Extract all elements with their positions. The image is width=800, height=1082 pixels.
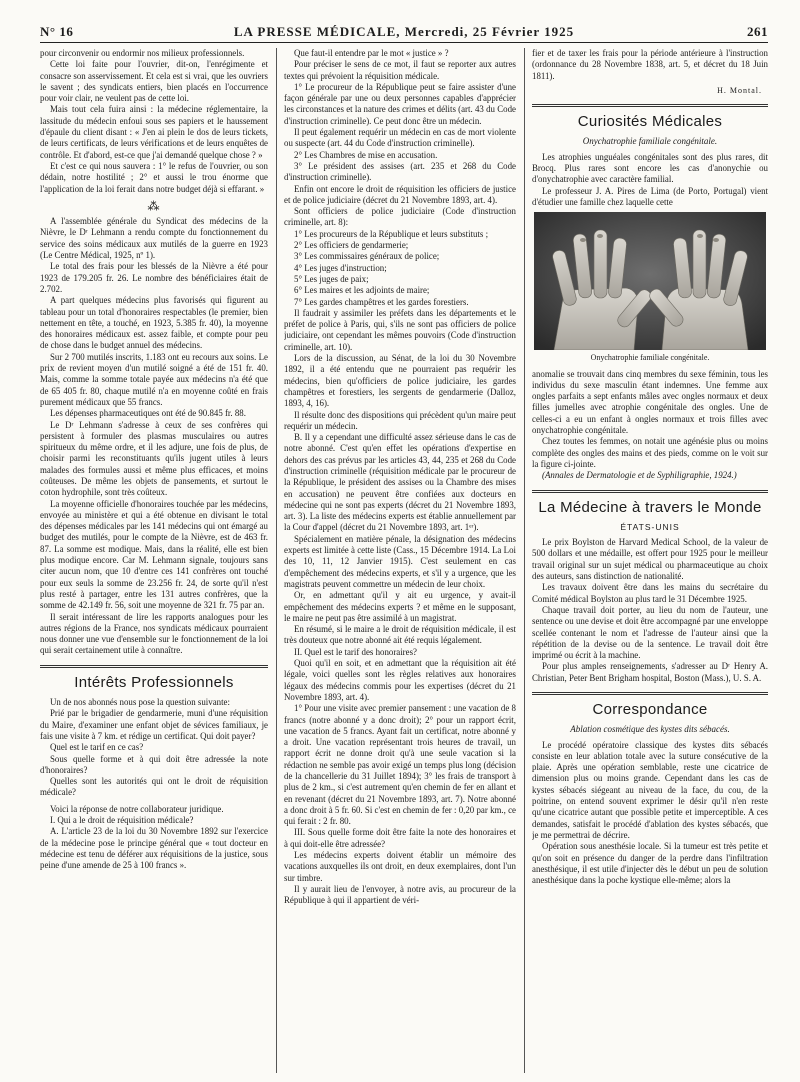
paragraph: fier et de taxer les frais pour la période antérieure à l'instruction (ordonnance du 28 Novembre 1838, art. 5, et décret du 18 Juin 1811). [532, 48, 768, 81]
paragraph: 1° Pour une visite avec premier pansement : une vacation de 8 francs (notre abonné y a donc droit); 2° pour un rapport écrit, une vacation de 5 francs. Ayant fait un certificat, notre abonné y a droit. Une vacation représentant trois heures de travail, un rapport écrit ne donne droit qu'à une seule vacation si la rédaction ne semble pas avoir exigé un temps plus long (décision de la chancellerie du 31 Juillet 1894); 3° les frais de transport à plus de 2 km., si c'est autrement qu'en chemin de fer en allant et en revenant (décret du 21 Novembre 1893, art. 7). Notre abonné a donc droit à 5 fr. 60. Si c'est en chemin de fer : 0,20 par km., ce qui ferait : 2 fr. 80. [284, 703, 516, 827]
paragraph: Le total des frais pour les blessés de la Nièvre a été pour 1923 de 179.205 fr. 26. Le nombre des bénéficiaires était de 2.702. [40, 261, 268, 294]
paragraph: Il y aurait lieu de l'envoyer, à notre avis, au procureur de la République à qui il appartient de véri- [284, 883, 516, 906]
paragraph: 3° Le président des assises (art. 235 et 268 du Code d'instruction criminelle). [284, 160, 516, 183]
page-number: 261 [747, 24, 768, 39]
paragraph: Les atrophies unguéales congénitales sont des plus rares, dit Brocq. Plus rares sont encore les cas d'anonychie ou d'onychatrophie avec caractère familial. [532, 151, 768, 185]
paragraph: Enfin ont encore le droit de réquisition les officiers de justice et de police judiciaire (décret du 21 Novembre 1893, art. 4). [284, 183, 516, 205]
paragraph: 7° Les gardes champêtres et les gardes forestiers. [294, 296, 469, 307]
paragraph: 2° Les Chambres de mise en accusation. [294, 149, 438, 160]
section-subtitle: Onychatrophie familiale congénitale. [582, 136, 718, 147]
journal-title: LA PRESSE MÉDICALE, Mercredi, 25 Février 1925 [233, 24, 575, 39]
paragraph: Or, en admettant qu'il y ait eu urgence, y avait-il empêchement des médecins experts ? et même en le supposant, le maire ne peut pas être assimilé à un magistrat. [284, 590, 516, 623]
section-separator: ⁂ [147, 198, 161, 213]
paragraph: Un de nos abonnés nous pose la question suivante: [50, 697, 230, 708]
paragraph: Sous quelle forme et à qui doit être adressée la note d'honoraires? [40, 753, 268, 775]
paragraph: Il faudrait y assimiler les préfets dans les départements et le préfet de police à Paris, qui, s'ils ne sont pas officiers de police judiciaire, ont cependant les mêmes pouvoirs (Code d'instruction criminelle, art. 10). [284, 307, 516, 352]
paragraph: Mais tout cela fuira ainsi : la médecine réglementaire, la lassitude du médecin enfoui sous ses papiers et le haussement d'épaule du client disant : « J'en ai plein le dos de leurs tickets, de leurs certificats, de leurs vérifications et de leurs enquêtes de contrôle. Et d'abord, est-ce que j'ai demandé quelque chose ? » [40, 104, 268, 160]
paragraph: A. L'article 23 de la loi du 30 Novembre 1892 sur l'exercice de la médecine pose le principe général que « tout docteur en médecine est tenu de déférer aux réquisitions de la justice, sous peine d'une amende de 25 à 100 francs ». [40, 826, 268, 871]
paragraph: Opération sous anesthésie locale. Si la tumeur est très petite et qu'on soit en présence du danger de la perdre dans l'infiltration anesthésique, il est utile d'injecter dès le début un peu de solution anesthésique dans la poche kystique elle-même; alors la [532, 841, 768, 886]
paragraph: Le professeur J. A. Pires de Lima (de Porto, Portugal) vient d'étudier une famille chez laquelle cette [532, 185, 768, 207]
paragraph: Que faut-il entendre par le mot « justice » ? [294, 48, 449, 58]
paragraph: Pour préciser le sens de ce mot, il faut se reporter aux autres textes qui prévoient la réquisition médicale. [284, 59, 516, 81]
paragraph: La moyenne officielle d'honoraires touchée par les médecins, envoyée au ministère et qui a été obtenue en divisant le total des dépenses médicales par les 141 médecins qui ont émargé au budget des mutilés, pour le compte de la Nièvre, est de 463 fr. 87. La somme est modique. Mais, dans la réalité, elle est bien plus modique encore. Car M. Lehmann signale, toujours sans citer aucun nom, que 10 d'entre ces 141 confrères ont touché pour eux seuls la somme de 23.256 fr. 24, de sorte qu'il n'est plus resté à partager, entre les 131 autres confrères, que la somme de 42.149 fr. 56, soit une moyenne de 321 fr. 75 par an. [40, 498, 268, 611]
column-divider [276, 48, 277, 1073]
paragraph: A l'assemblée générale du Syndicat des médecins de la Nièvre, le Dʳ Lehmann a rendu compte du fonctionnement du service des soins médicaux aux mutilés de la guerre en 1923 (Le Centre Médical, 1925, nº 1). [40, 216, 268, 261]
issue-number: N° 16 [40, 24, 74, 39]
section-rule [532, 490, 768, 493]
paragraph: 4° Les juges d'instruction; [294, 262, 387, 273]
country-heading: ÉTATS-UNIS [620, 521, 680, 532]
paragraph: Chaque travail doit porter, au lieu du nom de l'auteur, une sentence ou une devise et doit être accompagné par une enveloppe scellée contenant le nom et l'adresse de l'auteur ainsi que la répétition de la devise ou de la sentence. Le travail doit être imprimé ou écrit à la machine. [532, 604, 768, 661]
paragraph: Sont officiers de police judiciaire (Code d'instruction criminelle, art. 8): [284, 206, 516, 228]
citation: (Annales de Dermatologie et de Syphiligraphie, 1924.) [542, 470, 737, 481]
paragraph: 6° Les maires et les adjoints de maire; [294, 285, 430, 296]
section-rule [532, 692, 768, 695]
paragraph: En résumé, si le maire a le droit de réquisition médicale, il est très douteux que notre abonné ait été requis légalement. [284, 624, 516, 646]
paragraph: Et c'est ce qui nous sauvera : 1° le refus de l'ouvrier, ou son dédain, notre hostilité ; 2° et aussi le trou énorme que l'application de la loi ferait dans notre budget déjà si effarant. » [40, 160, 268, 194]
hands-photograph [534, 212, 766, 350]
paragraph: Prié par le brigadier de gendarmerie, muni d'une réquisition du Maire, d'examiner une enfant objet de sévices familiaux, je fais une visite à 7 km. et rédige un certificat. Qui doit payer? [40, 708, 268, 741]
paragraph: 1° Les procureurs de la République et leurs substituts ; [294, 228, 489, 239]
paragraph: Pour plus amples renseignements, s'adresser au Dʳ Henry A. Christian, Peter Bent Brigham hospital, Boston (Mass.), U. S. A. [532, 661, 768, 683]
paragraph: Sur 2 700 mutilés inscrits, 1.183 ont eu recours aux soins. Le prix de revient moyen d'un mutilé soigné a été de 151 fr. 40. Mais, comme la somme totale payée aux médecins n'a été que de 65 405 fr. 80, chaque mutilé n'a en moyenne coûté en frais purement médicaux que 55 francs. [40, 351, 268, 407]
paragraph: I. Qui a le droit de réquisition médicale? [50, 815, 194, 825]
paragraph: Chez toutes les femmes, on notait une agénésie plus ou moins complète des ongles des mains et des pieds, comme on le voit sur la figure ci-jointe. [532, 436, 768, 469]
section-title-interets: Intérêts Professionnels [74, 673, 234, 691]
section-title-curiosites: Curiosités Médicales [577, 113, 723, 131]
paragraph: Lors de la discussion, au Sénat, de la loi du 30 Novembre 1892, il a été entendu que ne pourraient pas requérir les médecins, bien qu'officiers de police judiciaire, les gardes champêtres et forestiers, les sergents de gendarmerie (Dalloz, 1893, 4, 16). [284, 353, 516, 409]
paragraph: Les médecins experts doivent établir un mémoire des vacations auxquelles ils ont droit, en deux exemplaires, dont l'un sur timbre. [284, 850, 516, 883]
paragraph: II. Quel est le tarif des honoraires? [294, 646, 417, 657]
paragraph: Quel est le tarif en ce cas? [50, 742, 144, 753]
paragraph: Quelles sont les autorités qui ont le droit de réquisition médicale? [40, 776, 268, 798]
column-left [40, 48, 268, 1078]
paragraph: anomalie se trouvait dans cinq membres du sexe féminin, tous les individus du sexe masculin étant indemnes. Une femme aux ongles parfaits a sept enfants mâles avec ongles normaux et deux filles jumelles avec atrophie congénitale des ongles. Une de celles-ci a eu un enfant à ongles normaux et trois filles avec onychatrophie congénitale. [532, 368, 768, 436]
section-rule [40, 665, 268, 668]
column-right [532, 48, 768, 1078]
author-signature: H. Montal. [717, 85, 762, 95]
paragraph: Il serait intéressant de lire les rapports analogues pour les autres régions de la France, nos syndicats médicaux pourraient nous donner une vue d'ensemble sur le fonctionnement de la loi qui serait certainement utile à connaître. [40, 611, 268, 656]
section-title-correspondance: Correspondance [592, 700, 708, 718]
paragraph: 2° Les officiers de gendarmerie; [294, 240, 409, 251]
paragraph: Cette loi faite pour l'ouvrier, dit-on, l'enrégimente et consacre son asservissement. Et cela est si vrai, que les ouvriers le savent ; des syndicats entiers, bien placés en l'occurrence pour voir clair, ne veulent pas de cette loi. [40, 59, 268, 104]
paragraph: 5° Les juges de paix; [294, 273, 369, 284]
paragraph: pour circonvenir ou endormir nos milieux professionnels. [40, 48, 245, 58]
paragraph: Les travaux doivent être dans les mains du secrétaire du Comité médical Boylston au plus tard le 31 Décembre 1925. [532, 582, 768, 604]
paragraph: Quoi qu'il en soit, et en admettant que la réquisition ait été légale, voici quelles sont les règles relatives aux honoraires légaux des médecins commis pour les expertises (décret du 21 Novembre 1893, art. 4). [284, 658, 516, 702]
section-rule [532, 104, 768, 107]
section-title-medecine-monde: La Médecine à travers le Monde [538, 498, 762, 516]
paragraph: Il résulte donc des dispositions qui précèdent qu'un maire peut requérir un médecin. [284, 409, 516, 431]
paragraph: III. Sous quelle forme doit être faite la note des honoraires et à qui doit-elle être adressée? [284, 827, 516, 849]
paragraph: Le procédé opératoire classique des kystes dits sébacés consiste en leur ablation totale avec la suture consécutive de la plaie. Après une opération semblable, reste une cicatrice de dimension plus ou moins grande. Cependant dans les cas de kystes sébacés siégeant au niveau de la face, du cou, de la poitrine, on entend souvent exprimer le désir qu'il n'en reste qu'une cicatrice autant que possible petite et imperceptible. A ces demandes, satisfait le procédé d'ablation des kystes sébacés, que je me permettrai de décrire. [532, 739, 768, 840]
paragraph: Il peut également requérir un médecin en cas de mort violente ou suspecte (art. 44 du Code d'instruction criminelle). [284, 127, 516, 149]
paragraph: Spécialement en matière pénale, la désignation des médecins experts est limitée à cette liste (Cass., 15 Décembre 1914. La Loi des 10, 11, 12 Janvier 1915). C'est seulement en cas d'empêchement des médecins experts, et s'il y a urgence, que les magistrats peuvent commettre un médecin de leur choix. [284, 533, 516, 589]
paragraph: B. Il y a cependant une difficulté assez sérieuse dans le cas de notre abonné. C'est qu'en effet les opérations d'expertise en dehors des cas prévus par les articles 43, 44, 235 et 268 du Code d'instruction criminelle (réquisition médicale par le procureur de la République, le président des assises ou la Chambre des mises en accusation) ne peuvent être confiées aux docteurs en médecine qui ne sont pas experts (décret du 21 Novembre 1893, art. 3). La liste des médecins experts est établie annuellement par la Cour d'appel (décret du 21 Novembre 1893, art. 1ᵉʳ). [284, 432, 516, 533]
paragraph: Le Dʳ Lehmann s'adresse à ceux de ses confrères qui persistent à formuler des plasmas musculaires ou autres spiritueux du même ordre, et il les adjure, une fois de plus, de choisir parmi les reconstituants qu'ils jugent utiles à leurs malades des formules aussi et même plus efficaces, et moins coûteuses. De même les objets de pansements, et surtout le coton hydrophile, sont très coûteux. [40, 419, 268, 498]
page-header [40, 20, 768, 43]
figure-caption: Onychatrophie familiale congénitale. [590, 353, 710, 363]
column-middle [284, 48, 516, 1078]
paragraph: 1° Le procureur de la République peut se faire assister d'une façon générale par une ou deux personnes capables d'apprécier les circonstances et la nature des crimes et délits (art. 43 du Code d'instruction criminelle). Ce peut donc être un médecin. [284, 81, 516, 126]
paragraph: 3° Les commissaires généraux de police; [294, 251, 440, 262]
paragraph: Le prix Boylston de Harvard Medical School, de la valeur de 500 dollars et une médaille, est offert pour 1925 pour le meilleur travail original sur un sujet médical ou pharmaceutique au choix des auteurs, sans distinction de nationalité. [532, 537, 768, 582]
paragraph: Voici la réponse de notre collaborateur juridique. [50, 803, 224, 814]
column-divider [524, 48, 525, 1073]
section-subtitle: Ablation cosmétique des kystes dits sébacés. [570, 724, 730, 735]
paragraph: A part quelques médecins plus favorisés qui figurent au tableau pour un total d'honoraires respectables (le premier, bien nettement en tête, a touché, en 1923, 5.385 fr. 40), la moyenne des honoraires médicaux est. assez faible, et compte pour peu de chose dans le budget annuel des médecins. [40, 295, 268, 351]
paragraph: Les dépenses pharmaceutiques ont été de 90.845 fr. 88. [50, 408, 246, 419]
